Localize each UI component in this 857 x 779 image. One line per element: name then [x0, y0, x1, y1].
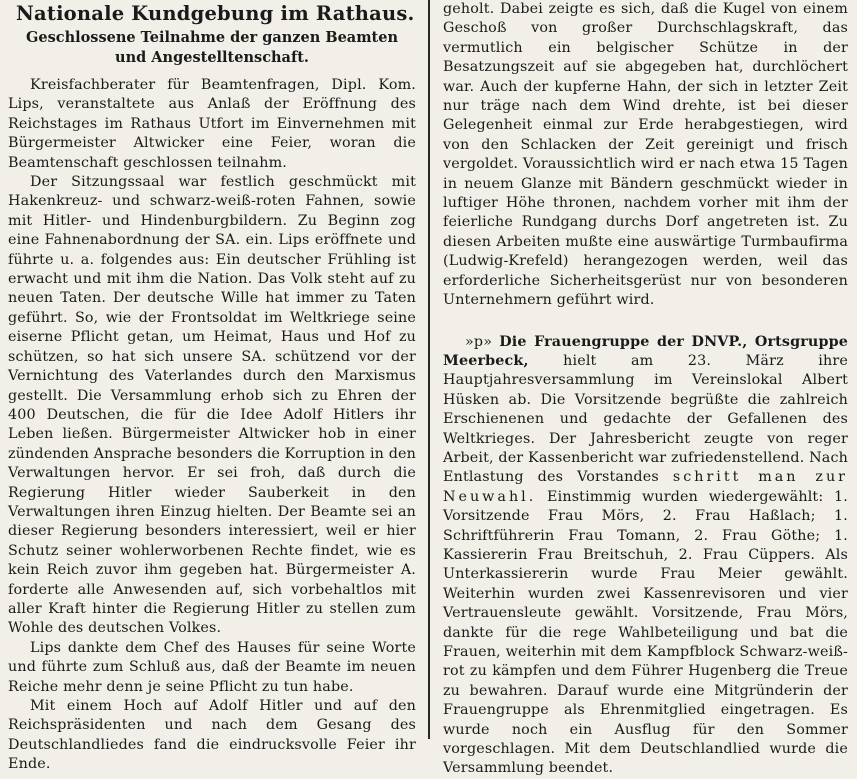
section-gap	[443, 311, 848, 333]
left-column	[8, 0, 416, 773]
article-paragraph-2: Der Sitzungssaal war festlich geschmückt mit Hakenkreuz- und schwarz-weiß-roten Fahnen, sowie mit Hitler- und Hindenburgbildern. Zu Beginn zog eine Fahnenabordnung der SA. ein. Lips eröffnete und führte u. a. folgendes aus: Ein deutscher Frühling ist erwacht und mit ihm die Nation. Das Volk steht auf zu neuen Taten. Der deutsche Wille hat immer zu Taten geführt. So, wie der Frontsoldat im Weltkriege seine eiserne Pflicht getan, um Heimat, Haus und Hof zu schützen, so hat sich unsere SA. schützend vor der Vernichtung des Vaterlandes durch den Marxismus gestellt. Die Versammlung erhob sich zu Ehren der 400 Deutschen, die für die Idee Adolf Hitlers ihr Leben ließen. Bürgermeister Altwicker hob in einer zündenden Ansprache besonders die Korruption in den Verwaltungen hervor. Er sei froh, daß durch die Regierung Hitler wieder Sauberkeit in den Verwaltungen ihren Einzug hielten. Der Beamte sei an dieser Regierung besonders interessiert, weil er hier Schutz seiner wohlerworbenen Rechte findet, wie es kein Reich zuvor ihm gegeben hat. Bürgermeister A. forderte alle Anwesenden auf, sich vorbehaltlos mit aller Kraft hinter die Regierung Hitler zu stellen zum Wohle des deutschen Volkes.	[8, 174, 416, 637]
frauengruppe-text-b: Einstimmig wurden wiedergewählt: 1. Vorsitzende Frau Mörs, 2. Frau Haßlach; 1. Schriftführerin Frau Tomann, 2. Frau Göthe; 1. Kassiererin Frau Breitschuh, 2. Frau Cüppers. Als Unterkassiererin wurde Frau Meier gewählt. Weiterhin wurden zwei Kassenrevisoren und vier Vertrauensleute gewählt. Vorsitzende, Frau Mörs, dankte für die rege Wahlbeteiligung und bat die Frauen, weiterhin mit dem Kampfblock Schwarz-weiß-rot zu kämpfen und dem Führer Hugenberg die Treue zu bewahren. Darauf wurde eine Mitgründerin der Frauengruppe als Ehrenmitglied eingetragen. Es wurde noch ein Ausflug für den Sommer vorgeschlagen. Mit dem Deutschlandlied wurde die Versammlung beendet.	[443, 488, 848, 777]
section-mark: »p»	[465, 333, 493, 350]
frauengruppe-lead: Die Frauengruppe der DNVP., Ortsgruppe Meerbeck,	[443, 333, 848, 369]
headline: Nationale Kundgebung im Rathaus.	[16, 2, 415, 25]
frauengruppe-paragraph	[443, 333, 848, 779]
neuwahl-spaced: schritt man zur Neuwahl.	[443, 469, 848, 505]
article-paragraph-3: Lips dankte dem Chef des Hauses für seine Worte und führte zum Schluß aus, daß der Beamte im neuen Reiche mehr denn je seine Pflicht zu tun habe.	[8, 639, 416, 695]
article-paragraph-4: Mit einem Hoch auf Adolf Hitler und auf den Reichspräsidenten und nach dem Gesang des Deutschlandliedes fand die eindrucksvolle Feier ihr Ende.	[8, 698, 416, 773]
article-paragraph-1: Kreisfachberater für Beamtenfragen, Dipl. Kom. Lips, veranstaltete aus Anlaß der Eröffnung des Reichstages im Rathaus Utfort im Einvernehmen mit Bürgermeister Altwicker eine Feier, woran die Beamtenschaft geschlossen teilnahm.	[8, 77, 416, 171]
subheadline: Geschlossene Teilnahme der ganzen Beamten und Angestelltenschaft.	[25, 29, 398, 66]
right-column	[443, 0, 848, 777]
column-divider	[428, 0, 430, 739]
continued-paragraph: geholt. Dabei zeigte es sich, daß die Kugel von einem Geschoß von großer Durchschlagskraft, das vermutlich ein belgischer Schütze in der Besatzungszeit auf sie abgegeben hat, durchlöchert war. Auch der kupferne Hahn, der sich in letzter Zeit nur träge nach dem Wind drehte, ist bei dieser Gelegenheit einmal zur Erde herabgestiegen, wird von den Schlacken der Zeit gereinigt und frisch vergoldet. Voraussichtlich wird er nach etwa 15 Tagen in neuem Glanze mit Bändern geschmückt wieder in luftiger Höhe thronen, nachdem vorher mit ihm der feierliche Rundgang durchs Dorf angetreten ist. Zu diesen Arbeiten mußte eine auswärtige Turmbaufirma (Ludwig-Krefeld) herangezogen werden, weil das erforderliche Sicherheitsgerüst nur von besonderen Unternehmern geführt wird.	[443, 1, 848, 309]
frauengruppe-text-a: hielt am 23. März ihre Hauptjahresversammlung im Vereinslokal Albert Hüsken ab. Die Vorsitzende begrüßte die zahlreich Erschienenen und gedachte der Gefallenen des Weltkrieges. Der Jahresbericht zeugte von reger Arbeit, der Kassenbericht war zufriedenstellend. Nach Entlastung des Vorstandes	[443, 352, 848, 486]
